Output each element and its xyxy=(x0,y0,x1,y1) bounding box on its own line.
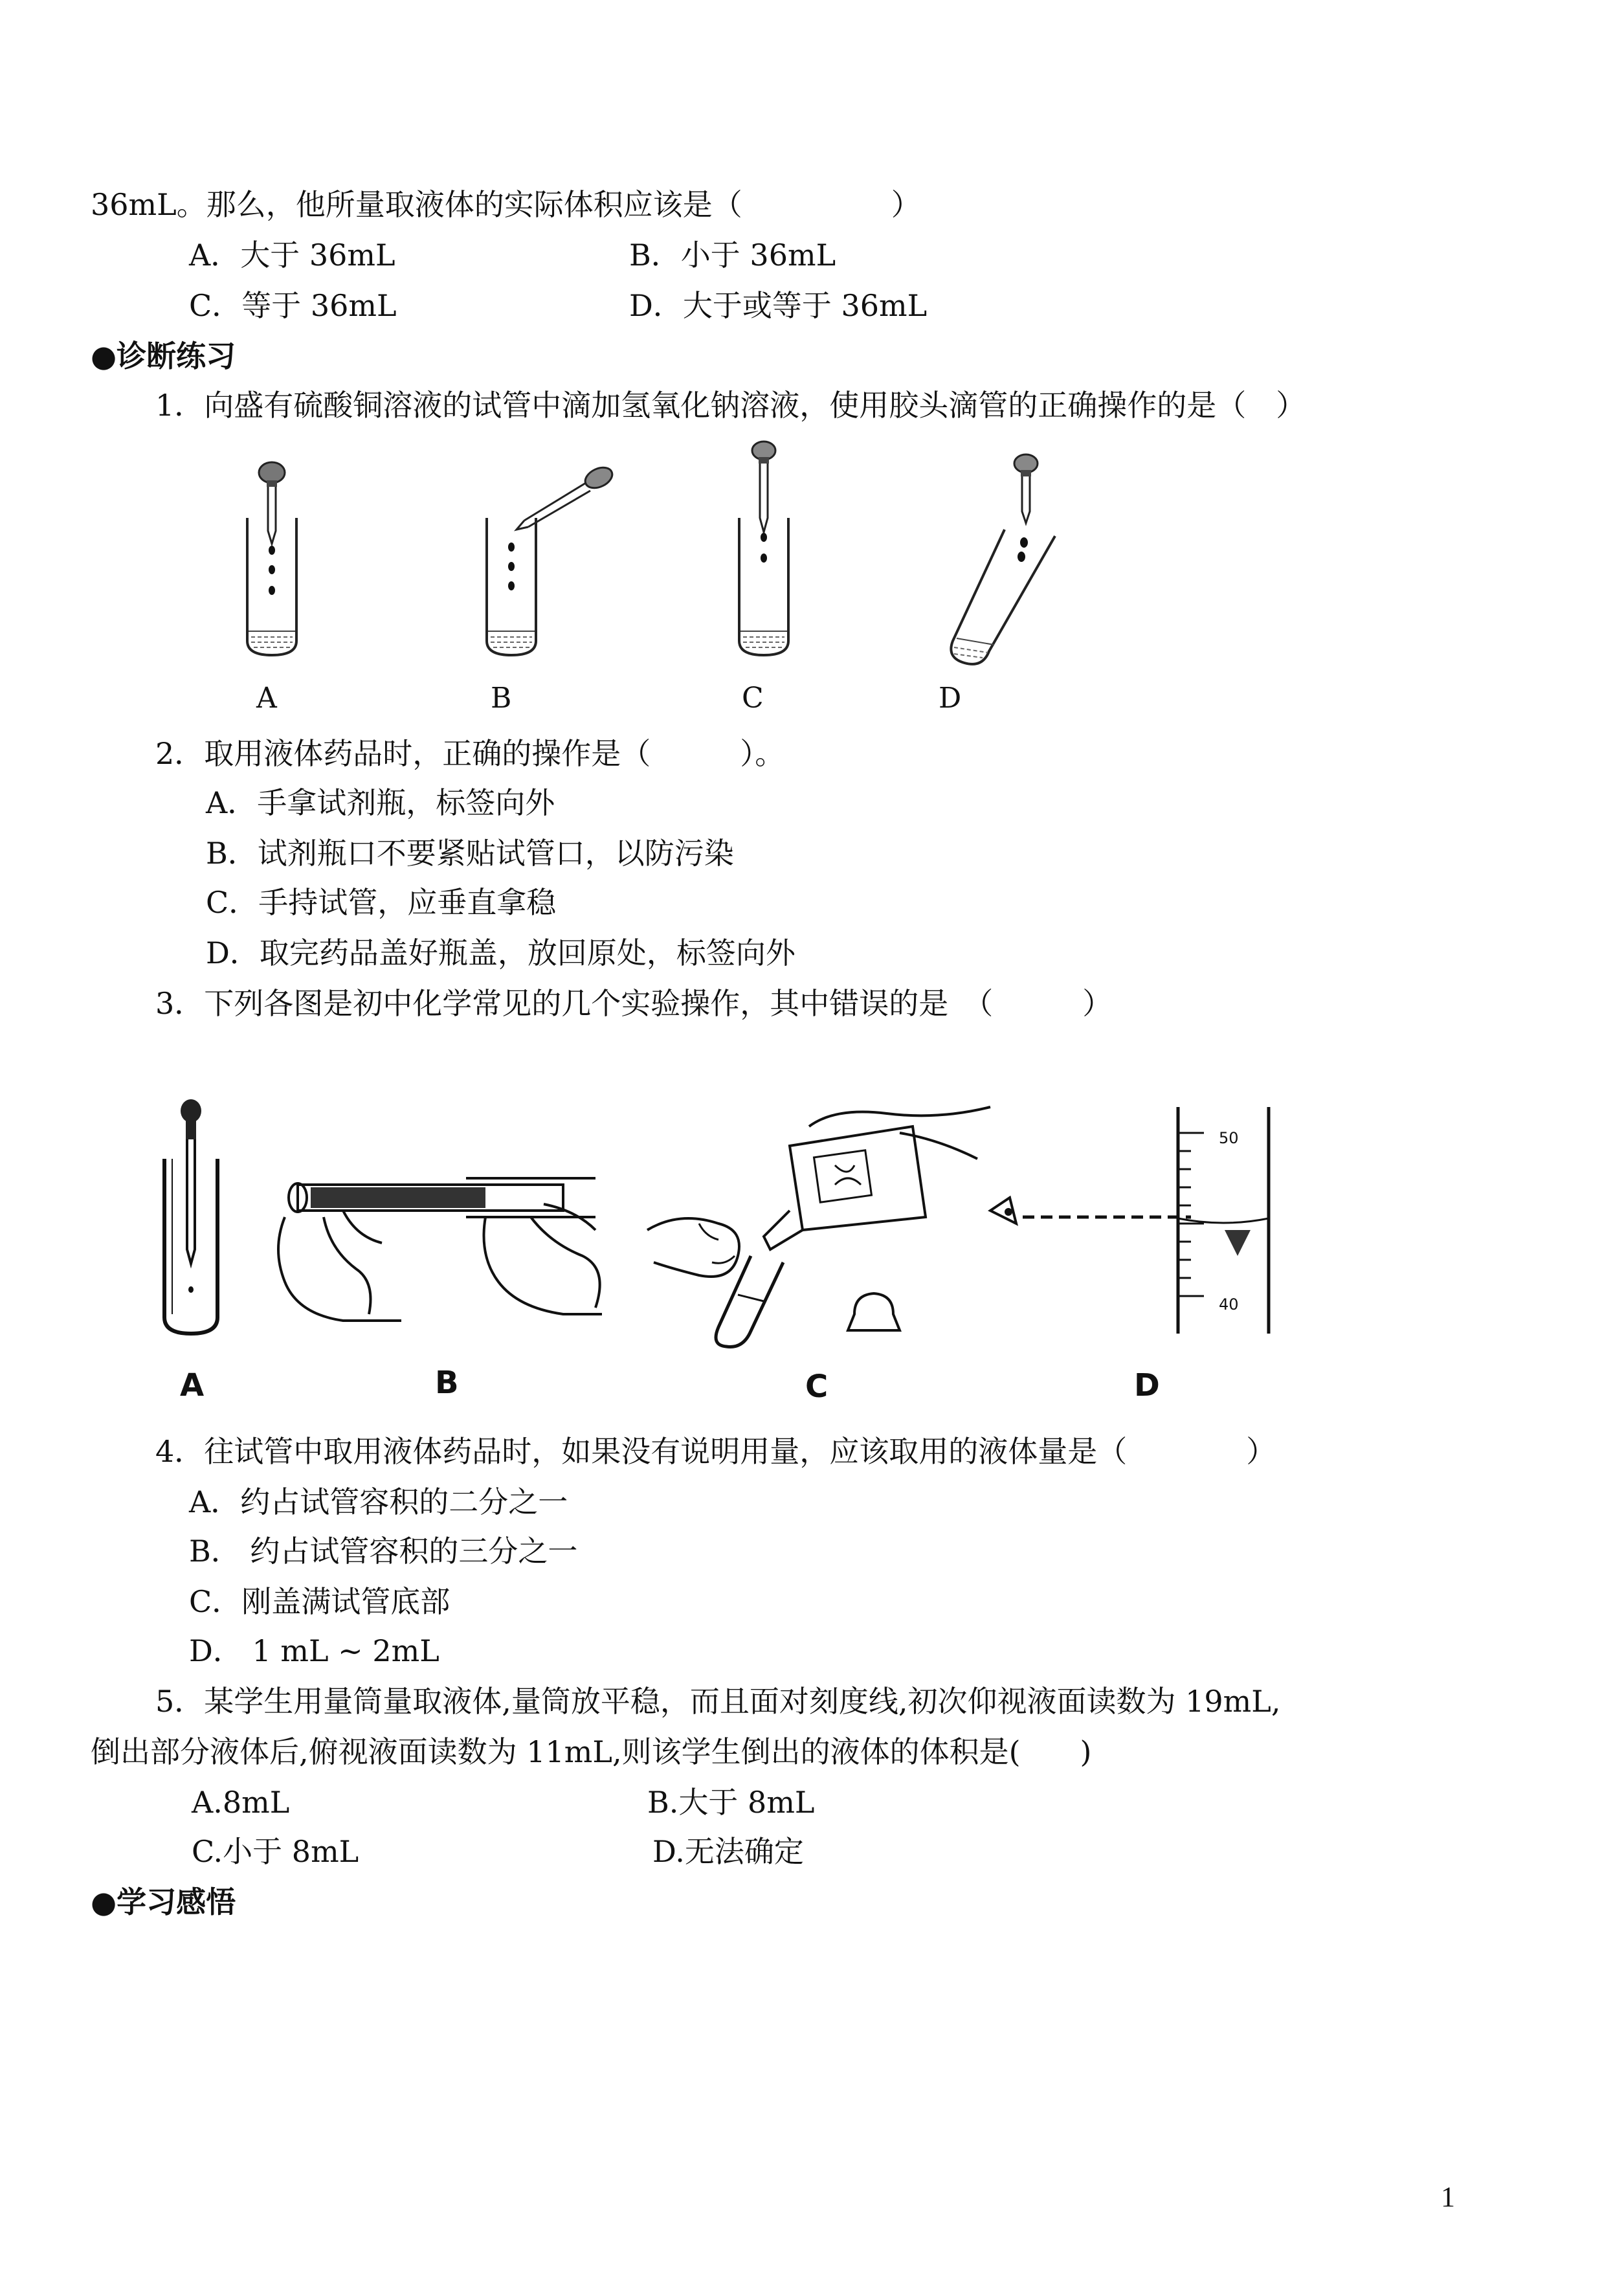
q2-option-c: C．手持试管，应垂直拿稳 xyxy=(206,885,557,920)
q1-label-a: A xyxy=(256,682,277,715)
q5-option-c: C.小于 8mL xyxy=(192,1834,359,1869)
q1-figure-a-dropper-tube xyxy=(239,453,304,667)
section-heading-practice: ●诊断练习 xyxy=(91,339,236,374)
q5-option-a: A.8mL xyxy=(192,1785,290,1820)
q1-label-d: D xyxy=(939,682,962,715)
intro-option-c: C．等于 36mL xyxy=(189,288,397,323)
page-number: 1 xyxy=(1441,2181,1455,2213)
cylinder-mark-40: 40 xyxy=(1219,1295,1239,1314)
q3-label-d: D xyxy=(1134,1367,1160,1404)
q2-option-d: D．取完药品盖好瓶盖，放回原处，标签向外 xyxy=(206,935,795,970)
q5-option-d: D.无法确定 xyxy=(652,1834,804,1869)
question-2-text: 2．取用液体药品时，正确的操作是（ ）。 xyxy=(155,736,785,771)
cylinder-mark-50: 50 xyxy=(1219,1129,1239,1147)
q3-label-c: C xyxy=(805,1369,829,1405)
q4-option-b: B． 约占试管容积的三分之一 xyxy=(189,1534,578,1569)
intro-option-a: A．大于 36mL xyxy=(189,238,395,273)
q2-option-b: B．试剂瓶口不要紧贴试管口，以防污染 xyxy=(206,836,734,871)
q1-label-b: B xyxy=(491,682,512,715)
question-5-text-line1: 5．某学生用量筒量取液体,量筒放平稳，而且面对刻度线,初次仰视液面读数为 19mL, xyxy=(155,1684,1281,1719)
question-5-text-line2: 倒出部分液体后,俯视液面读数为 11mL,则该学生倒出的液体的体积是( ) xyxy=(91,1734,1092,1769)
question-1-text: 1．向盛有硫酸铜溶液的试管中滴加氢氧化钠溶液，使用胶头滴管的正确操作的是（ ） xyxy=(155,388,1306,423)
q1-figure-d-dropper-tube xyxy=(945,447,1062,673)
q2-option-a: A．手拿试剂瓶，标签向外 xyxy=(206,785,555,820)
q1-figure-b-dropper-tube xyxy=(479,453,628,667)
intro-question-line: 36mL。那么，他所量取液体的实际体积应该是（ ） xyxy=(91,187,921,222)
q1-figure-c-dropper-tube xyxy=(731,434,796,667)
q3-label-b: B xyxy=(435,1365,459,1401)
q3-figure-b-hands-holding-tube xyxy=(272,1159,608,1327)
section-heading-reflection: ●学习感悟 xyxy=(91,1885,236,1919)
q5-option-b: B.大于 8mL xyxy=(647,1785,815,1820)
q1-label-c: C xyxy=(742,682,764,715)
q4-option-c: C．刚盖满试管底部 xyxy=(189,1584,450,1619)
q3-figure-c-pouring-liquid xyxy=(641,1101,990,1347)
q3-figure-a-dropper-in-tube xyxy=(155,1094,227,1340)
intro-option-b: B．小于 36mL xyxy=(629,238,836,273)
q4-option-d: D． 1 mL ~ 2mL xyxy=(189,1633,439,1668)
q4-option-a: A．约占试管容积的二分之一 xyxy=(189,1484,568,1519)
q3-label-a: A xyxy=(180,1367,205,1404)
intro-option-d: D．大于或等于 36mL xyxy=(629,288,928,323)
question-3-text: 3．下列各图是初中化学常见的几个实验操作，其中错误的是 （ ） xyxy=(155,986,1113,1021)
question-4-text: 4．往试管中取用液体药品时，如果没有说明用量，应该取用的液体量是（ ） xyxy=(155,1434,1276,1469)
